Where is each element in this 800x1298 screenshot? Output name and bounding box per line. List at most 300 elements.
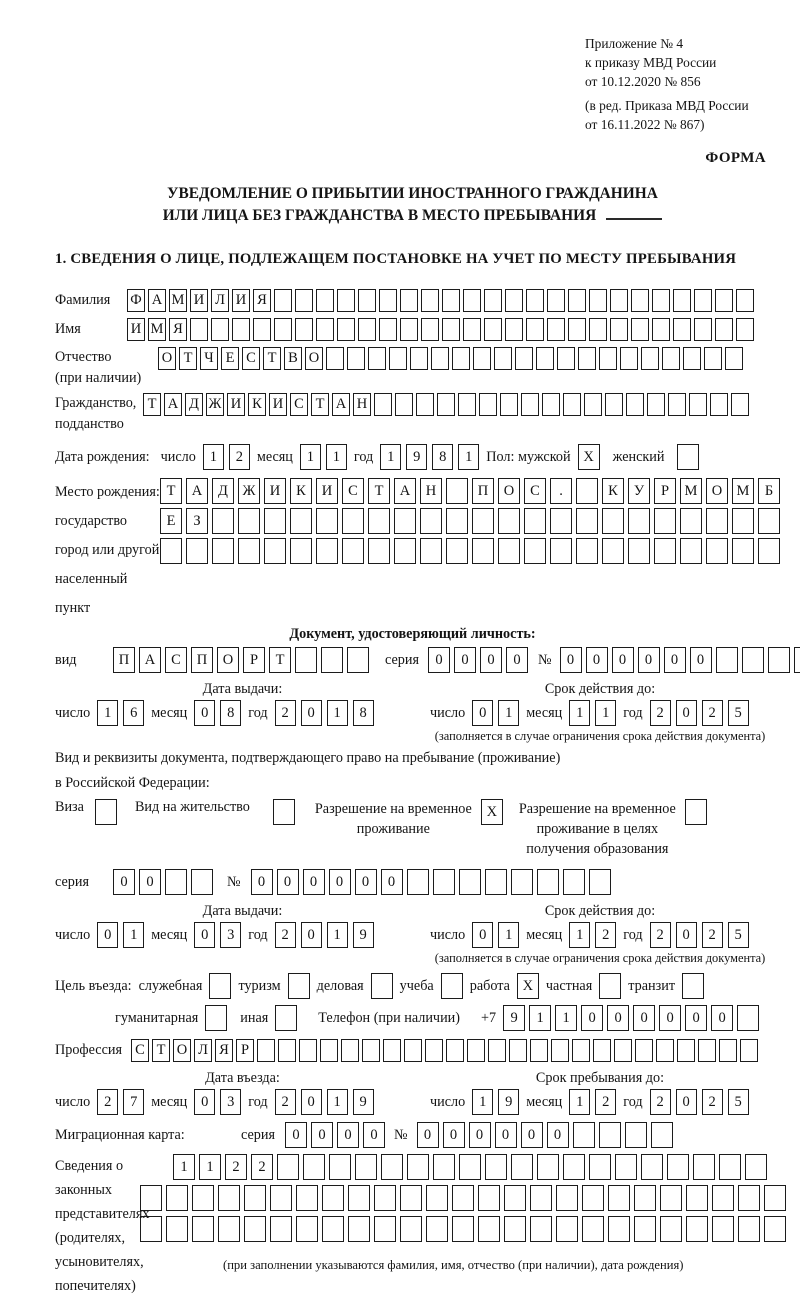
char-cell[interactable]: С [131,1039,149,1062]
char-cell[interactable] [270,1185,292,1211]
char-cell[interactable] [433,1154,455,1180]
char-cell[interactable] [742,647,764,673]
char-cell[interactable] [651,1122,673,1148]
char-cell[interactable] [680,538,702,564]
char-cell[interactable]: Ч [200,347,218,370]
char-cell[interactable]: И [232,289,250,312]
char-cell[interactable] [322,1216,344,1242]
char-cell[interactable]: . [550,478,572,504]
char-cell[interactable] [524,538,546,564]
char-cell[interactable] [498,508,520,534]
char-cell[interactable] [641,1154,663,1180]
char-cell[interactable] [656,1039,674,1062]
char-cell[interactable] [725,347,743,370]
birth-day-cells[interactable] [203,444,250,470]
char-cell[interactable] [576,538,598,564]
stay-year-cells[interactable] [650,1089,749,1115]
representatives-cells-row3[interactable] [140,1216,770,1242]
char-cell[interactable] [425,1039,443,1062]
char-cell[interactable] [437,393,455,416]
char-cell[interactable]: 0 [311,1122,333,1148]
char-cell[interactable] [257,1039,275,1062]
char-cell[interactable]: 2 [275,922,296,948]
char-cell[interactable]: 0 [521,1122,543,1148]
char-cell[interactable] [355,1154,377,1180]
char-cell[interactable] [712,1185,734,1211]
char-cell[interactable] [337,318,355,341]
char-cell[interactable] [556,1185,578,1211]
char-cell[interactable]: 2 [702,700,723,726]
char-cell[interactable] [504,1185,526,1211]
char-cell[interactable] [316,289,334,312]
char-cell[interactable]: 1 [458,444,479,470]
char-cell[interactable]: 0 [685,1005,707,1031]
char-cell[interactable]: 8 [432,444,453,470]
char-cell[interactable]: 1 [173,1154,195,1180]
char-cell[interactable]: К [290,478,312,504]
char-cell[interactable] [521,393,539,416]
char-cell[interactable] [442,289,460,312]
char-cell[interactable] [504,1216,526,1242]
char-cell[interactable] [768,647,790,673]
char-cell[interactable] [652,318,670,341]
char-cell[interactable] [668,393,686,416]
char-cell[interactable] [610,289,628,312]
char-cell[interactable] [530,1216,552,1242]
char-cell[interactable]: 1 [326,444,347,470]
doc-number-cells[interactable] [560,647,800,673]
entry-month-cells[interactable] [194,1089,241,1115]
char-cell[interactable]: М [148,318,166,341]
char-cell[interactable]: 1 [569,922,590,948]
representatives-cells-row2[interactable] [140,1185,770,1211]
char-cell[interactable] [446,538,468,564]
citizenship-cells[interactable] [143,393,749,416]
char-cell[interactable] [426,1185,448,1211]
char-cell[interactable] [584,393,602,416]
char-cell[interactable] [400,1185,422,1211]
char-cell[interactable] [452,1185,474,1211]
char-cell[interactable]: 2 [702,922,723,948]
char-cell[interactable]: О [158,347,176,370]
char-cell[interactable] [625,1122,647,1148]
char-cell[interactable] [563,393,581,416]
char-cell[interactable]: Р [654,478,676,504]
permit-issue-year-cells[interactable] [275,922,374,948]
char-cell[interactable] [578,347,596,370]
char-cell[interactable]: 3 [220,922,241,948]
char-cell[interactable] [446,508,468,534]
char-cell[interactable]: 0 [355,869,377,895]
char-cell[interactable]: 2 [650,700,671,726]
char-cell[interactable] [341,1039,359,1062]
char-cell[interactable] [270,1216,292,1242]
char-cell[interactable] [321,647,343,673]
char-cell[interactable] [420,538,442,564]
char-cell[interactable] [589,869,611,895]
char-cell[interactable] [347,647,369,673]
char-cell[interactable] [689,393,707,416]
char-cell[interactable]: 5 [728,1089,749,1115]
char-cell[interactable]: 0 [303,869,325,895]
char-cell[interactable]: 0 [472,700,493,726]
char-cell[interactable] [218,1185,240,1211]
char-cell[interactable]: 5 [728,922,749,948]
char-cell[interactable] [731,393,749,416]
char-cell[interactable] [316,538,338,564]
char-cell[interactable]: 0 [480,647,502,673]
char-cell[interactable] [511,1154,533,1180]
permit-issue-month-cells[interactable] [194,922,241,948]
char-cell[interactable]: 2 [595,922,616,948]
char-cell[interactable]: И [227,393,245,416]
char-cell[interactable] [683,347,701,370]
char-cell[interactable] [326,347,344,370]
char-cell[interactable]: 0 [633,1005,655,1031]
char-cell[interactable] [537,1154,559,1180]
char-cell[interactable] [484,318,502,341]
char-cell[interactable]: Я [169,318,187,341]
char-cell[interactable]: И [264,478,286,504]
char-cell[interactable] [421,289,439,312]
char-cell[interactable] [290,508,312,534]
char-cell[interactable]: 0 [560,647,582,673]
char-cell[interactable]: 7 [123,1089,144,1115]
permit-valid-year-cells[interactable] [650,922,749,948]
char-cell[interactable]: 0 [113,869,135,895]
char-cell[interactable]: 0 [659,1005,681,1031]
char-cell[interactable]: 0 [676,1089,697,1115]
char-cell[interactable]: 0 [337,1122,359,1148]
char-cell[interactable] [628,508,650,534]
char-cell[interactable] [511,869,533,895]
char-cell[interactable] [238,508,260,534]
char-cell[interactable] [550,508,572,534]
char-cell[interactable]: Н [420,478,442,504]
char-cell[interactable] [712,1216,734,1242]
sex-female-checkbox[interactable] [677,444,699,470]
char-cell[interactable] [212,508,234,534]
char-cell[interactable]: 9 [498,1089,519,1115]
char-cell[interactable] [296,1185,318,1211]
char-cell[interactable]: А [332,393,350,416]
char-cell[interactable] [192,1216,214,1242]
char-cell[interactable]: С [165,647,187,673]
char-cell[interactable]: М [169,289,187,312]
char-cell[interactable]: 3 [220,1089,241,1115]
char-cell[interactable] [421,318,439,341]
residence-permit-checkbox[interactable] [273,799,295,825]
char-cell[interactable]: В [284,347,302,370]
char-cell[interactable]: 1 [380,444,401,470]
char-cell[interactable] [400,318,418,341]
purpose-study-checkbox[interactable] [441,973,463,999]
char-cell[interactable]: 0 [277,869,299,895]
purpose-checkbox[interactable] [682,973,704,999]
char-cell[interactable] [686,1185,708,1211]
char-cell[interactable] [738,1185,760,1211]
char-cell[interactable]: 0 [581,1005,603,1031]
char-cell[interactable] [381,1154,403,1180]
char-cell[interactable] [389,347,407,370]
char-cell[interactable]: 9 [406,444,427,470]
temp-residence-checkbox[interactable]: X [481,799,503,825]
char-cell[interactable] [764,1216,786,1242]
char-cell[interactable]: 2 [97,1089,118,1115]
char-cell[interactable]: 0 [301,922,322,948]
char-cell[interactable] [524,508,546,534]
char-cell[interactable] [654,508,676,534]
char-cell[interactable] [530,1039,548,1062]
char-cell[interactable]: 1 [203,444,224,470]
char-cell[interactable] [576,508,598,534]
char-cell[interactable] [537,869,559,895]
char-cell[interactable] [680,508,702,534]
char-cell[interactable] [253,318,271,341]
char-cell[interactable] [274,289,292,312]
char-cell[interactable] [634,1216,656,1242]
char-cell[interactable]: 0 [638,647,660,673]
char-cell[interactable] [557,347,575,370]
char-cell[interactable] [383,1039,401,1062]
char-cell[interactable]: 2 [702,1089,723,1115]
char-cell[interactable]: Д [212,478,234,504]
char-cell[interactable] [589,1154,611,1180]
purpose-checkbox[interactable] [209,973,231,999]
char-cell[interactable] [431,347,449,370]
birth-year-cells[interactable] [380,444,479,470]
char-cell[interactable] [186,538,208,564]
char-cell[interactable] [582,1185,604,1211]
char-cell[interactable] [602,508,624,534]
char-cell[interactable] [610,318,628,341]
char-cell[interactable]: Д [185,393,203,416]
char-cell[interactable] [732,508,754,534]
char-cell[interactable] [576,478,598,504]
char-cell[interactable] [394,538,416,564]
char-cell[interactable] [599,347,617,370]
char-cell[interactable] [395,393,413,416]
char-cell[interactable]: 1 [555,1005,577,1031]
char-cell[interactable] [165,869,187,895]
char-cell[interactable] [295,647,317,673]
char-cell[interactable] [698,1039,716,1062]
char-cell[interactable]: 0 [97,922,118,948]
char-cell[interactable]: 0 [495,1122,517,1148]
char-cell[interactable]: А [186,478,208,504]
char-cell[interactable]: И [269,393,287,416]
char-cell[interactable] [568,289,586,312]
char-cell[interactable] [348,1216,370,1242]
char-cell[interactable]: С [342,478,364,504]
char-cell[interactable]: О [173,1039,191,1062]
char-cell[interactable] [374,1185,396,1211]
char-cell[interactable] [551,1039,569,1062]
char-cell[interactable]: Т [160,478,182,504]
char-cell[interactable]: 2 [229,444,250,470]
doc-valid-year-cells[interactable] [650,700,749,726]
char-cell[interactable]: 8 [353,700,374,726]
birth-place-cells-row2[interactable] [160,508,780,534]
char-cell[interactable] [673,318,691,341]
char-cell[interactable] [211,318,229,341]
char-cell[interactable] [704,347,722,370]
char-cell[interactable]: Е [160,508,182,534]
char-cell[interactable]: 0 [690,647,712,673]
purpose-checkbox[interactable]: X [517,973,539,999]
char-cell[interactable] [573,1122,595,1148]
surname-cells[interactable] [127,289,754,312]
char-cell[interactable] [719,1154,741,1180]
char-cell[interactable]: 1 [97,700,118,726]
char-cell[interactable]: Я [215,1039,233,1062]
char-cell[interactable] [563,869,585,895]
char-cell[interactable] [794,647,800,673]
char-cell[interactable]: Р [236,1039,254,1062]
char-cell[interactable] [631,318,649,341]
char-cell[interactable]: 0 [664,647,686,673]
char-cell[interactable] [452,1216,474,1242]
char-cell[interactable] [264,538,286,564]
char-cell[interactable] [472,508,494,534]
char-cell[interactable] [278,1039,296,1062]
entry-year-cells[interactable] [275,1089,374,1115]
char-cell[interactable] [719,1039,737,1062]
char-cell[interactable] [667,1154,689,1180]
char-cell[interactable] [416,393,434,416]
temp-residence-checkbox[interactable] [481,799,503,825]
char-cell[interactable]: 9 [353,1089,374,1115]
char-cell[interactable] [652,289,670,312]
char-cell[interactable] [368,538,390,564]
char-cell[interactable]: А [139,647,161,673]
char-cell[interactable] [662,347,680,370]
char-cell[interactable]: О [305,347,323,370]
char-cell[interactable] [693,1154,715,1180]
permit-valid-month-cells[interactable] [569,922,616,948]
char-cell[interactable] [716,647,738,673]
permit-valid-day-cells[interactable] [472,922,519,948]
char-cell[interactable]: 1 [327,700,348,726]
char-cell[interactable] [277,1154,299,1180]
char-cell[interactable] [303,1154,325,1180]
char-cell[interactable] [296,1216,318,1242]
char-cell[interactable] [737,1005,759,1031]
char-cell[interactable]: 1 [300,444,321,470]
char-cell[interactable] [758,538,780,564]
purpose-humanitarian-checkbox[interactable] [205,1005,227,1031]
char-cell[interactable] [589,318,607,341]
char-cell[interactable]: М [732,478,754,504]
char-cell[interactable] [295,318,313,341]
char-cell[interactable] [463,318,481,341]
char-cell[interactable] [484,289,502,312]
char-cell[interactable] [407,869,429,895]
char-cell[interactable] [368,508,390,534]
char-cell[interactable]: Т [311,393,329,416]
char-cell[interactable] [478,1185,500,1211]
purpose-checkbox[interactable] [205,1005,227,1031]
char-cell[interactable]: П [113,647,135,673]
visa-checkbox[interactable] [95,799,117,825]
char-cell[interactable] [410,347,428,370]
sex-male-checkbox[interactable]: X [578,444,600,470]
char-cell[interactable]: 1 [327,922,348,948]
char-cell[interactable] [463,289,481,312]
char-cell[interactable] [608,1185,630,1211]
char-cell[interactable] [654,538,676,564]
char-cell[interactable] [358,318,376,341]
char-cell[interactable] [500,393,518,416]
char-cell[interactable] [218,1216,240,1242]
char-cell[interactable] [244,1216,266,1242]
char-cell[interactable]: 2 [650,1089,671,1115]
char-cell[interactable]: 2 [595,1089,616,1115]
char-cell[interactable] [641,347,659,370]
char-cell[interactable]: 0 [472,922,493,948]
char-cell[interactable] [745,1154,767,1180]
char-cell[interactable] [379,318,397,341]
char-cell[interactable] [677,1039,695,1062]
char-cell[interactable] [628,538,650,564]
profession-cells[interactable] [131,1039,758,1062]
char-cell[interactable] [478,1216,500,1242]
char-cell[interactable] [715,289,733,312]
char-cell[interactable]: Ж [238,478,260,504]
char-cell[interactable] [526,318,544,341]
char-cell[interactable]: 0 [428,647,450,673]
char-cell[interactable]: 8 [220,700,241,726]
char-cell[interactable] [485,1154,507,1180]
purpose-checkbox[interactable] [599,973,621,999]
char-cell[interactable] [764,1185,786,1211]
char-cell[interactable]: К [248,393,266,416]
char-cell[interactable] [362,1039,380,1062]
char-cell[interactable]: 0 [547,1122,569,1148]
char-cell[interactable] [316,508,338,534]
char-cell[interactable]: 0 [381,869,403,895]
char-cell[interactable] [404,1039,422,1062]
char-cell[interactable]: 6 [123,700,144,726]
migration-series-cells[interactable] [285,1122,385,1148]
char-cell[interactable] [322,1185,344,1211]
char-cell[interactable] [446,1039,464,1062]
char-cell[interactable]: О [217,647,239,673]
char-cell[interactable]: 9 [503,1005,525,1031]
char-cell[interactable]: 0 [586,647,608,673]
char-cell[interactable]: 2 [251,1154,273,1180]
char-cell[interactable] [505,318,523,341]
char-cell[interactable] [347,347,365,370]
char-cell[interactable] [635,1039,653,1062]
char-cell[interactable] [472,538,494,564]
char-cell[interactable] [530,1185,552,1211]
char-cell[interactable] [515,347,533,370]
char-cell[interactable]: 0 [711,1005,733,1031]
char-cell[interactable]: 0 [612,647,634,673]
char-cell[interactable] [166,1216,188,1242]
doc-issue-month-cells[interactable] [194,700,241,726]
char-cell[interactable] [420,508,442,534]
char-cell[interactable]: 0 [676,700,697,726]
char-cell[interactable] [190,318,208,341]
char-cell[interactable] [740,1039,758,1062]
edu-residence-checkbox[interactable] [685,799,707,825]
purpose-checkbox[interactable] [288,973,310,999]
char-cell[interactable]: 5 [728,700,749,726]
char-cell[interactable]: З [186,508,208,534]
char-cell[interactable] [160,538,182,564]
